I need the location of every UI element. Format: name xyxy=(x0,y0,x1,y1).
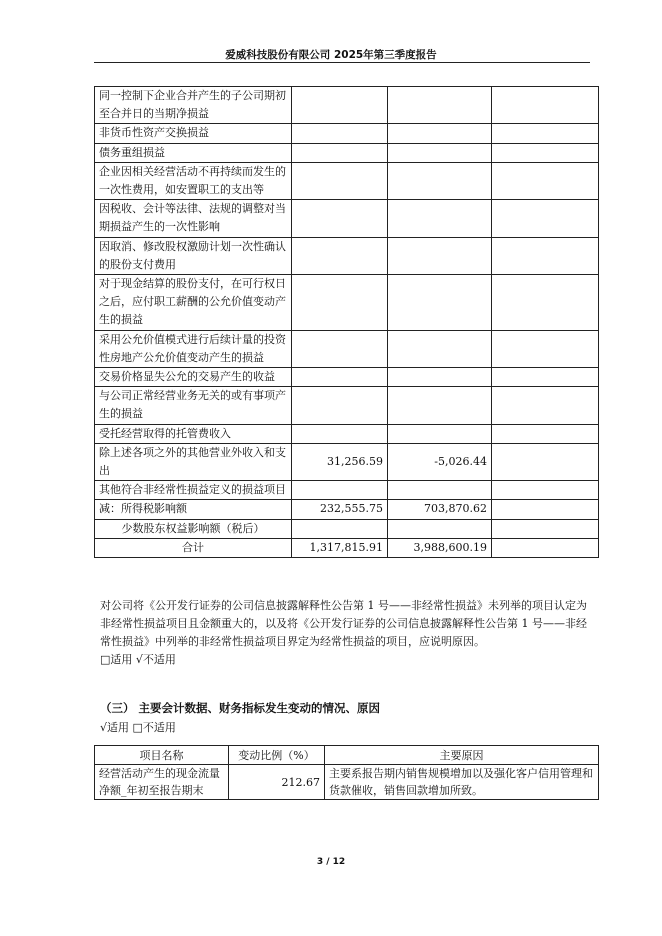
row-current-period-cell: 1,317,815.91 xyxy=(292,538,388,557)
table-row xyxy=(95,330,599,367)
table-row xyxy=(95,443,599,480)
row-item-cell: 对于现金结算的股份支付，在可行权日之后，应付职工薪酬的公允价值变动产生的损益 xyxy=(95,275,292,331)
row-year-to-date-cell: 703,870.62 xyxy=(388,500,492,519)
row-year-to-date-cell xyxy=(388,87,492,124)
row-current-period-cell xyxy=(292,87,388,124)
row-note-cell xyxy=(492,162,599,199)
row-item-cell: 交易价格显失公允的交易产生的收益 xyxy=(95,368,292,387)
row-note-cell xyxy=(492,143,599,162)
row-item-cell: 采用公允价值模式进行后续计量的投资性房地产公允价值变动产生的损益 xyxy=(95,330,292,367)
table-row xyxy=(95,87,599,124)
explanation-text: 对公司将《公开发行证券的公司信息披露解释性公告第 1 号——非经常性损益》未列举的项目认定为非经常性损益项目且金额重大的，以及将《公开发行证券的公司信息披露解释性公告第 1 号——非经常性损益》中列举的非经常性损益项目界定为经常性损益的项目，应说明原因。 xyxy=(100,599,587,648)
row-year-to-date-cell: 3,988,600.19 xyxy=(388,538,492,557)
row-year-to-date-cell xyxy=(388,330,492,367)
table-row xyxy=(95,162,599,199)
row-year-to-date-cell: -5,026.44 xyxy=(388,443,492,480)
row-year-to-date-cell xyxy=(388,387,492,424)
table-row xyxy=(95,200,599,237)
row-item-cell: 因税收、会计等法律、法规的调整对当期损益产生的一次性影响 xyxy=(95,200,292,237)
row-current-period-cell xyxy=(292,330,388,367)
row-note-cell xyxy=(492,519,599,538)
row-reason-cell: 主要系报告期内销售规模增加以及强化客户信用管理和货款催收，销售回款增加所致。 xyxy=(325,765,599,800)
table-row xyxy=(95,237,599,274)
header-divider xyxy=(94,62,590,63)
table-row xyxy=(95,143,599,162)
row-item-cell: 企业因相关经营活动不再持续而发生的一次性费用，如安置职工的支出等 xyxy=(95,162,292,199)
row-current-period-cell xyxy=(292,519,388,538)
row-item-cell: 因取消、修改股权激励计划一次性确认的股份支付费用 xyxy=(95,237,292,274)
row-year-to-date-cell xyxy=(388,162,492,199)
row-year-to-date-cell xyxy=(388,237,492,274)
row-note-cell xyxy=(492,237,599,274)
row-item-cell: 少数股东权益影响额（税后） xyxy=(95,519,292,538)
row-note-cell xyxy=(492,424,599,443)
row-item-cell: 合计 xyxy=(95,538,292,557)
column-header-ratio: 变动比例（%） xyxy=(229,746,325,765)
nonrecurring-gains-losses-table xyxy=(94,86,599,558)
row-year-to-date-cell xyxy=(388,200,492,237)
section-title: （三） 主要会计数据、财务指标发生变动的情况、原因 xyxy=(100,701,381,715)
row-note-cell xyxy=(492,387,599,424)
table-row xyxy=(95,275,599,331)
row-item-cell: 同一控制下企业合并产生的子公司期初至合并日的当期净损益 xyxy=(95,87,292,124)
table-row xyxy=(95,481,599,500)
row-current-period-cell xyxy=(292,237,388,274)
row-item-cell: 受托经营取得的托管费收入 xyxy=(95,424,292,443)
table-row xyxy=(95,424,599,443)
row-note-cell xyxy=(492,443,599,480)
row-current-period-cell xyxy=(292,124,388,143)
row-current-period-cell xyxy=(292,387,388,424)
applicability-checkbox-text: □适用 √不适用 xyxy=(100,653,176,666)
row-note-cell xyxy=(492,500,599,519)
row-note-cell xyxy=(492,124,599,143)
column-header-reason: 主要原因 xyxy=(325,746,599,765)
row-item-cell: 减：所得税影响额 xyxy=(95,500,292,519)
row-current-period-cell xyxy=(292,162,388,199)
table-row xyxy=(95,519,599,538)
row-current-period-cell xyxy=(292,424,388,443)
table-row xyxy=(95,387,599,424)
row-note-cell xyxy=(492,368,599,387)
row-current-period-cell xyxy=(292,275,388,331)
row-ratio-cell: 212.67 xyxy=(229,765,325,800)
row-note-cell xyxy=(492,538,599,557)
section-applicability-checkbox-text: √适用 □不适用 xyxy=(100,721,176,734)
explanation-paragraph xyxy=(100,597,594,669)
table-row xyxy=(95,368,599,387)
row-current-period-cell: 232,555.75 xyxy=(292,500,388,519)
table-row xyxy=(95,500,599,519)
report-header-title: 爱威科技股份有限公司 2025年第三季度报告 xyxy=(225,49,437,61)
row-year-to-date-cell xyxy=(388,368,492,387)
row-note-cell xyxy=(492,481,599,500)
row-item-cell: 除上述各项之外的其他营业外收入和支出 xyxy=(95,443,292,480)
row-year-to-date-cell xyxy=(388,424,492,443)
row-note-cell xyxy=(492,330,599,367)
row-current-period-cell xyxy=(292,368,388,387)
table-row xyxy=(95,765,599,800)
row-item-cell: 经营活动产生的现金流量净额_年初至报告期末 xyxy=(95,765,229,800)
row-note-cell xyxy=(492,200,599,237)
financial-indicator-change-table xyxy=(94,745,599,800)
row-note-cell xyxy=(492,87,599,124)
row-item-cell: 与公司正常经营业务无关的或有事项产生的损益 xyxy=(95,387,292,424)
row-item-cell: 债务重组损益 xyxy=(95,143,292,162)
table-row xyxy=(95,538,599,557)
row-current-period-cell xyxy=(292,200,388,237)
row-note-cell xyxy=(492,275,599,331)
row-item-cell: 非货币性资产交换损益 xyxy=(95,124,292,143)
row-year-to-date-cell xyxy=(388,124,492,143)
row-year-to-date-cell xyxy=(388,143,492,162)
row-current-period-cell: 31,256.59 xyxy=(292,443,388,480)
row-current-period-cell xyxy=(292,143,388,162)
table-header-row xyxy=(95,746,599,765)
row-year-to-date-cell xyxy=(388,481,492,500)
page-number: 3 / 12 xyxy=(316,857,346,867)
column-header-item: 项目名称 xyxy=(95,746,229,765)
row-year-to-date-cell xyxy=(388,275,492,331)
row-item-cell: 其他符合非经常性损益定义的损益项目 xyxy=(95,481,292,500)
row-current-period-cell xyxy=(292,481,388,500)
row-year-to-date-cell xyxy=(388,519,492,538)
table-row xyxy=(95,124,599,143)
